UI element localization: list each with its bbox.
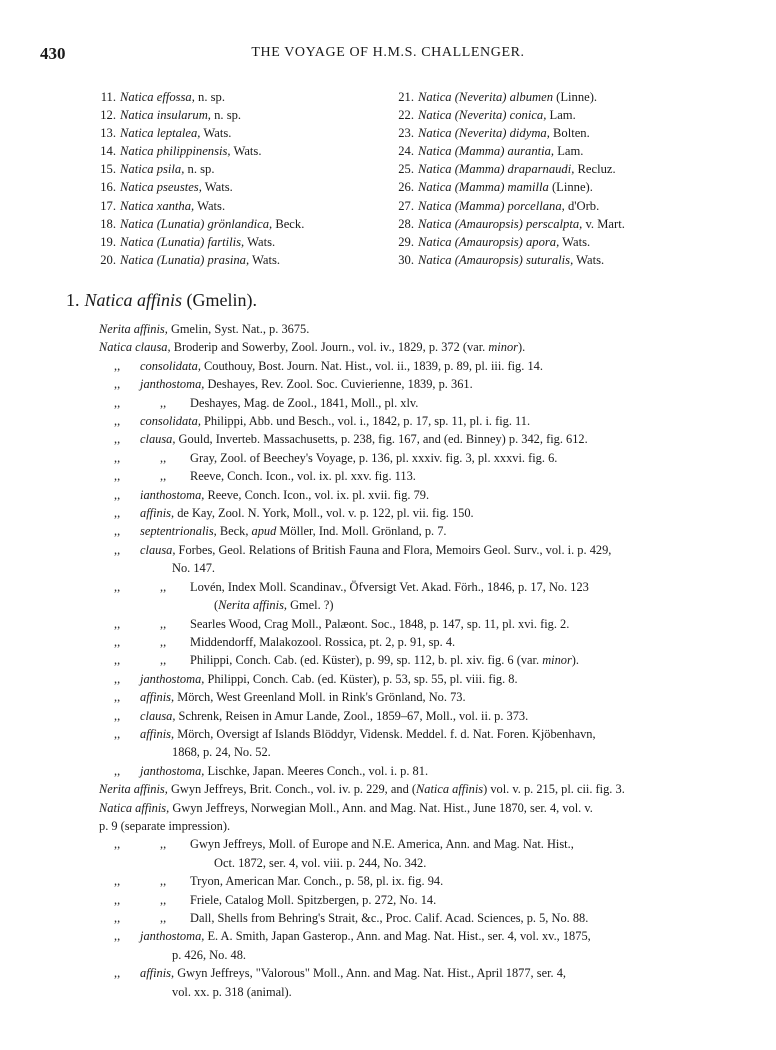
species-name: Natica (Amauropsis) suturalis, [418, 252, 574, 267]
page-number: 430 [40, 44, 66, 63]
citation-italic: minor [488, 340, 518, 355]
citation-text: Philippi, Conch. Cab. (ed. Küster), p. 53, sp. 55, pl. viii. fig. 8. [204, 671, 518, 686]
species-name: Natica (Mamma) aurantia, [418, 144, 555, 159]
taxon-name: janthostoma, [140, 671, 205, 686]
species-list-item [382, 178, 728, 196]
synonymy-entry [0, 375, 776, 393]
synonymy-entry [0, 799, 776, 836]
species-author: Bolten. [549, 126, 590, 141]
citation-text: Deshayes, Mag. de Zool., 1841, Moll., pl. xlv. [190, 395, 419, 410]
taxon-name: septentrionalis, [140, 524, 217, 539]
synonymy-entry [0, 522, 776, 540]
citation-italic: minor [542, 653, 572, 668]
species-number: 25. [398, 162, 414, 177]
citation-text: Philippi, Abb. und Besch., vol. i., 1842, p. 17, sp. 11, pl. i. fig. 11. [200, 414, 531, 429]
species-number: 29. [398, 234, 414, 249]
synonymy-citation [140, 504, 776, 522]
synonymy-entry [0, 670, 776, 688]
species-author: Wats. [249, 252, 281, 267]
citation-text: Forbes, Geol. Relations of British Fauna and Flora, Memoirs Geol. Surv., vol. i. p. 429, [175, 542, 612, 557]
species-list-item [382, 233, 728, 251]
synonymy-citation [140, 522, 776, 540]
ditto-mark: ,, [114, 524, 121, 539]
species-list-item [382, 106, 728, 124]
species-list-item [382, 197, 728, 215]
section-species-name: Natica affinis [84, 290, 183, 310]
ditto-mark: ,, [114, 911, 121, 925]
section-number: 1. [66, 290, 80, 310]
synonymy-entry [0, 394, 776, 412]
citation-text: ( [214, 598, 219, 613]
synonymy-entry [0, 762, 776, 780]
species-list-item [382, 142, 728, 160]
species-author: Wats. [200, 126, 232, 141]
synonymy-citation [190, 449, 776, 467]
citation-text: Friele, Catalog Moll. Spitzbergen, p. 272, No. 14. [190, 892, 437, 907]
species-number: 20. [100, 252, 116, 267]
synonymy-citation [99, 799, 776, 817]
citation-text: Tryon, American Mar. Conch., p. 58, pl. ix. fig. 94. [190, 874, 444, 889]
species-name: Natica (Lunatia) prasina, [120, 252, 250, 267]
synonymy-entry [0, 541, 776, 578]
synonymy-citation [140, 357, 776, 375]
taxon-name: janthostoma, [140, 929, 205, 944]
species-list-item [382, 88, 728, 106]
synonymy-entry [0, 725, 776, 762]
citation-text: Gwyn Jeffreys, "Valorous" Moll., Ann. and Mag. Nat. Hist., April 1877, ser. 4, [174, 966, 566, 981]
ditto-mark: ,, [114, 450, 121, 465]
synonymy-citation [140, 541, 776, 559]
species-number: 15. [100, 162, 116, 177]
taxon-name: consolidata, [140, 358, 201, 373]
citation-text: Gray, Zool. of Beechey's Voyage, p. 136, pl. xxxiv. fig. 3, pl. xxxvi. fig. 6. [190, 450, 558, 465]
ditto-mark: ,, [114, 579, 121, 594]
citation-text: p. 426, No. 48. [172, 947, 246, 962]
ditto-mark: ,, [160, 634, 167, 649]
synonymy-entry [0, 430, 776, 448]
species-name: Natica xantha, [120, 198, 195, 213]
ditto-mark: ,, [114, 506, 121, 521]
synonymy-continuation [140, 983, 776, 1001]
ditto-mark: ,, [114, 469, 121, 484]
ditto-mark: ,, [160, 874, 167, 889]
species-number: 22. [398, 108, 414, 123]
synonymy-citation [140, 927, 776, 945]
synonymy-entry [0, 707, 776, 725]
taxon-name: clausa, [140, 708, 176, 723]
synonymy-entry [0, 338, 776, 356]
species-list-item [84, 233, 374, 251]
citation-text: E. A. Smith, Japan Gasterop., Ann. and Mag. Nat. Hist., ser. 4, vol. xv., 1875, [204, 929, 591, 944]
synonymy-citation [140, 670, 776, 688]
section-author: (Gmelin). [182, 290, 257, 310]
synonymy-entry [0, 835, 776, 872]
species-author: n. sp. [210, 108, 242, 123]
citation-text: Mörch, Oversigt af Islands Blöddyr, Vidensk. Meddel. f. d. Nat. Foren. Kjöbenhavn, [174, 726, 596, 741]
species-list-item [382, 215, 728, 233]
species-author: n. sp. [184, 162, 215, 177]
ditto-mark: ,, [114, 542, 121, 557]
synonymy-entry [0, 891, 776, 909]
synonymy-entry [0, 578, 776, 615]
species-author: Recluz. [574, 162, 616, 177]
synonymy-entry [0, 449, 776, 467]
taxon-name: janthostoma, [140, 377, 205, 392]
species-author: v. Mart. [582, 216, 625, 231]
citation-text: ) vol. v. p. 215, pl. cii. fig. 3. [483, 782, 625, 797]
citation-text: Beck, [216, 524, 252, 539]
species-name: Natica insularum, [120, 108, 211, 123]
citation-text: Gould, Inverteb. Massachusetts, p. 238, fig. 167, and (ed. Binney) p. 342, fig. 612. [175, 432, 588, 447]
citation-text: Middendorff, Malakozool. Rossica, pt. 2, p. 91, sp. 4. [190, 634, 456, 649]
species-list-item [84, 251, 374, 269]
taxon-name: Nerita affinis, [99, 782, 168, 797]
synonymy-continuation [140, 743, 776, 761]
ditto-mark: ,, [160, 469, 167, 484]
synonymy-citation [190, 651, 776, 669]
species-number: 11. [100, 90, 116, 104]
synonymy-citation [99, 780, 776, 798]
species-number: 30. [398, 252, 414, 267]
ditto-mark: ,, [114, 690, 121, 705]
ditto-mark: ,, [114, 892, 121, 907]
synonymy-citation [140, 707, 776, 725]
synonymy-citation [190, 578, 776, 596]
species-list-item [84, 197, 374, 215]
species-number: 27. [398, 198, 414, 213]
ditto-mark: ,, [114, 763, 121, 778]
species-number: 28. [398, 216, 414, 231]
taxon-name: affinis, [140, 726, 175, 741]
species-column-right [382, 88, 728, 269]
species-name: Natica effossa, [120, 90, 195, 104]
species-name: Natica (Neverita) albumen [418, 90, 554, 104]
species-number: 17. [100, 198, 116, 213]
ditto-mark: ,, [160, 395, 167, 410]
species-list-item [382, 124, 728, 142]
citation-text: Lischke, Japan. Meeres Conch., vol. i. p. 81. [204, 763, 429, 778]
species-name: Natica (Neverita) conica, [418, 108, 547, 123]
species-number: 19. [100, 234, 116, 249]
citation-text: Searles Wood, Crag Moll., Palæont. Soc., 1848, p. 147, sp. 11, pl. xvi. fig. 2. [190, 616, 570, 631]
synonymy-citation [140, 964, 776, 982]
ditto-mark: ,, [160, 579, 167, 594]
species-list-item [84, 106, 374, 124]
ditto-mark: ,, [114, 874, 121, 889]
synonymy-entry [0, 633, 776, 651]
synonymy-citation [190, 615, 776, 633]
ditto-mark: ,, [114, 487, 121, 502]
species-author: Wats. [230, 144, 262, 159]
species-author: Wats. [201, 180, 233, 195]
species-author: Wats. [573, 252, 605, 267]
synonymy-continuation [190, 596, 776, 614]
ditto-mark: ,, [160, 653, 167, 668]
species-author: Beck. [272, 216, 305, 231]
species-list-item [84, 88, 374, 106]
synonymy-citation [190, 394, 776, 412]
synonymy-citation [190, 891, 776, 909]
synonymy-citation [140, 375, 776, 393]
citation-text: vol. xx. p. 318 (animal). [172, 984, 292, 999]
species-name: Natica (Mamma) porcellana, [418, 198, 565, 213]
synonymy-entry [0, 504, 776, 522]
synonymy-citation [140, 486, 776, 504]
species-name: Natica (Neverita) didyma, [418, 126, 550, 141]
synonymy-entry [0, 780, 776, 798]
synonymy-citation [190, 467, 776, 485]
taxon-name: affinis, [140, 506, 175, 521]
species-number: 26. [398, 180, 414, 195]
species-number: 14. [100, 144, 116, 159]
synonymy-entry [0, 615, 776, 633]
species-number: 18. [100, 216, 116, 231]
ditto-mark: ,, [114, 634, 121, 649]
citation-text: Gmel. ?) [287, 598, 334, 613]
ditto-mark: ,, [114, 837, 121, 852]
synonymy-citation [140, 725, 776, 743]
synonymy-citation [140, 688, 776, 706]
ditto-mark: ,, [114, 966, 121, 981]
synonymy-citation [190, 633, 776, 651]
citation-italic: apud [251, 524, 277, 539]
citation-italic: Natica affinis [416, 782, 484, 797]
synonymy-citation [190, 835, 776, 853]
citation-text: Couthouy, Bost. Journ. Nat. Hist., vol. ii., 1839, p. 89, pl. iii. fig. 14. [200, 358, 543, 373]
citation-text: Schrenk, Reisen in Amur Lande, Zool., 1859–67, Moll., vol. ii. p. 373. [175, 708, 529, 723]
ditto-mark: ,, [160, 837, 167, 852]
ditto-mark: ,, [160, 911, 167, 925]
synonymy-citation [190, 909, 776, 927]
synonymy-entry [0, 872, 776, 890]
taxon-name: janthostoma, [140, 763, 205, 778]
species-name: Natica (Lunatia) fartilis, [120, 234, 245, 249]
ditto-mark: ,, [114, 708, 121, 723]
species-number: 21. [398, 90, 414, 104]
species-author: Wats. [194, 198, 226, 213]
citation-text: Lovén, Index Moll. Scandinav., Öfversigt Vet. Akad. Förh., 1846, p. 17, No. 123 [190, 579, 589, 594]
synonymy-continuation [140, 559, 776, 577]
species-name: Natica (Mamma) mamilla [418, 180, 549, 195]
citation-text: No. 147. [172, 561, 216, 576]
citation-text: Oct. 1872, ser. 4, vol. viii. p. 244, No. 342. [214, 855, 427, 870]
species-column-left [84, 88, 374, 269]
synonymy-entry [0, 412, 776, 430]
taxon-name: affinis, [140, 690, 175, 705]
citation-text: p. 9 (separate impression). [99, 818, 231, 833]
synonymy-entry [0, 688, 776, 706]
species-list-item [84, 124, 374, 142]
synonymy-entry [0, 909, 776, 927]
species-author: (Linne). [553, 90, 598, 104]
citation-text: Reeve, Conch. Icon., vol. ix. pl. xvii. fig. 79. [204, 487, 430, 502]
species-author: Wats. [559, 234, 591, 249]
species-list-item [382, 251, 728, 269]
taxon-name: clausa, [140, 432, 176, 447]
species-list-item [84, 160, 374, 178]
citation-text: Reeve, Conch. Icon., vol. ix. pl. xxv. fig. 113. [190, 469, 416, 484]
species-list-item [84, 215, 374, 233]
taxon-name: affinis, [140, 966, 175, 981]
page-header [40, 44, 736, 66]
synonymy-entry [0, 467, 776, 485]
ditto-mark: ,, [114, 395, 121, 410]
taxon-name: Natica affinis, [99, 800, 170, 815]
synonymy-entry [0, 927, 776, 964]
species-list-item [84, 142, 374, 160]
species-author: Wats. [244, 234, 276, 249]
synonymy-continuation [190, 854, 776, 872]
species-name: Natica (Amauropsis) apora, [418, 234, 560, 249]
synonymy-entry [0, 486, 776, 504]
taxon-name: Nerita affinis, [99, 322, 168, 336]
citation-text: Dall, Shells from Behring's Strait, &c., Proc. Calif. Acad. Sciences, p. 5, No. 88. [190, 911, 589, 925]
ditto-mark: ,, [160, 616, 167, 631]
species-name: Natica pseustes, [120, 180, 202, 195]
ditto-mark: ,, [114, 616, 121, 631]
citation-text: Philippi, Conch. Cab. (ed. Küster), p. 99, sp. 112, b. pl. xiv. fig. 6 (var. [190, 653, 543, 668]
synonymy-entry [0, 357, 776, 375]
citation-text: Mörch, West Greenland Moll. in Rink's Grönland, No. 73. [174, 690, 466, 705]
citation-text: 1868, p. 24, No. 52. [172, 745, 271, 760]
taxon-name: clausa, [140, 542, 176, 557]
taxon-name: ianthostoma, [140, 487, 205, 502]
citation-text: ). [571, 653, 580, 668]
synonymy-entry [0, 964, 776, 1001]
ditto-mark: ,, [114, 432, 121, 447]
citation-italic: Nerita affinis, [218, 598, 287, 613]
species-number: 16. [100, 180, 116, 195]
running-head: THE VOYAGE OF H.M.S. CHALLENGER. [251, 45, 525, 60]
citation-text: Möller, Ind. Moll. Grönland, p. 7. [276, 524, 447, 539]
citation-text: Gwyn Jeffreys, Brit. Conch., vol. iv. p. 229, and ( [167, 782, 416, 797]
species-name: Natica philippinensis, [120, 144, 231, 159]
species-list-item [382, 160, 728, 178]
ditto-mark: ,, [114, 929, 121, 944]
synonymy-citation [190, 872, 776, 890]
species-author: Lam. [546, 108, 576, 123]
ditto-mark: ,, [114, 358, 121, 373]
synonymy-entry [0, 651, 776, 669]
synonymy-continuation [140, 946, 776, 964]
species-name: Natica (Mamma) draparnaudi, [418, 162, 575, 177]
ditto-mark: ,, [114, 671, 121, 686]
species-number: 12. [100, 108, 116, 123]
synonymy-citation [99, 338, 776, 356]
species-number: 13. [100, 126, 116, 141]
species-author: d'Orb. [564, 198, 600, 213]
citation-text: Deshayes, Rev. Zool. Soc. Cuvierienne, 1839, p. 361. [204, 377, 473, 392]
species-name: Natica (Amauropsis) perscalpta, [418, 216, 583, 231]
citation-text: Gwyn Jeffreys, Moll. of Europe and N.E. America, Ann. and Mag. Nat. Hist., [190, 837, 574, 852]
species-author: (Linne). [548, 180, 593, 195]
synonymy-citation [99, 320, 776, 338]
ditto-mark: ,, [114, 726, 121, 741]
citation-text: Gmelin, Syst. Nat., p. 3675. [167, 322, 310, 336]
species-number: 24. [398, 144, 414, 159]
species-author: Lam. [554, 144, 584, 159]
species-name: Natica (Lunatia) grönlandica, [120, 216, 273, 231]
citation-text: Broderip and Sowerby, Zool. Journ., vol. iv., 1829, p. 372 (var. [170, 340, 489, 355]
species-name: Natica leptalea, [120, 126, 201, 141]
ditto-mark: ,, [114, 377, 121, 392]
synonymy-citation [140, 412, 776, 430]
ditto-mark: ,, [160, 450, 167, 465]
citation-text: de Kay, Zool. N. York, Moll., vol. v. p. 122, pl. vii. fig. 150. [174, 506, 474, 521]
citation-text: Gwyn Jeffreys, Norwegian Moll., Ann. and Mag. Nat. Hist., June 1870, ser. 4, vol. v. [169, 800, 593, 815]
synonymy-continuation [99, 817, 776, 835]
taxon-name: consolidata, [140, 414, 201, 429]
synonymy-citation [140, 430, 776, 448]
ditto-mark: ,, [160, 892, 167, 907]
section-heading [66, 290, 257, 311]
citation-text: ). [517, 340, 526, 355]
ditto-mark: ,, [114, 653, 121, 668]
synonymy-citation [140, 762, 776, 780]
synonymy-list [0, 320, 776, 1001]
synonymy-entry [0, 320, 776, 338]
taxon-name: Natica clausa, [99, 340, 171, 355]
species-list-item [84, 178, 374, 196]
species-name: Natica psila, [120, 162, 185, 177]
species-number: 23. [398, 126, 414, 141]
species-author: n. sp. [194, 90, 225, 104]
ditto-mark: ,, [114, 414, 121, 429]
